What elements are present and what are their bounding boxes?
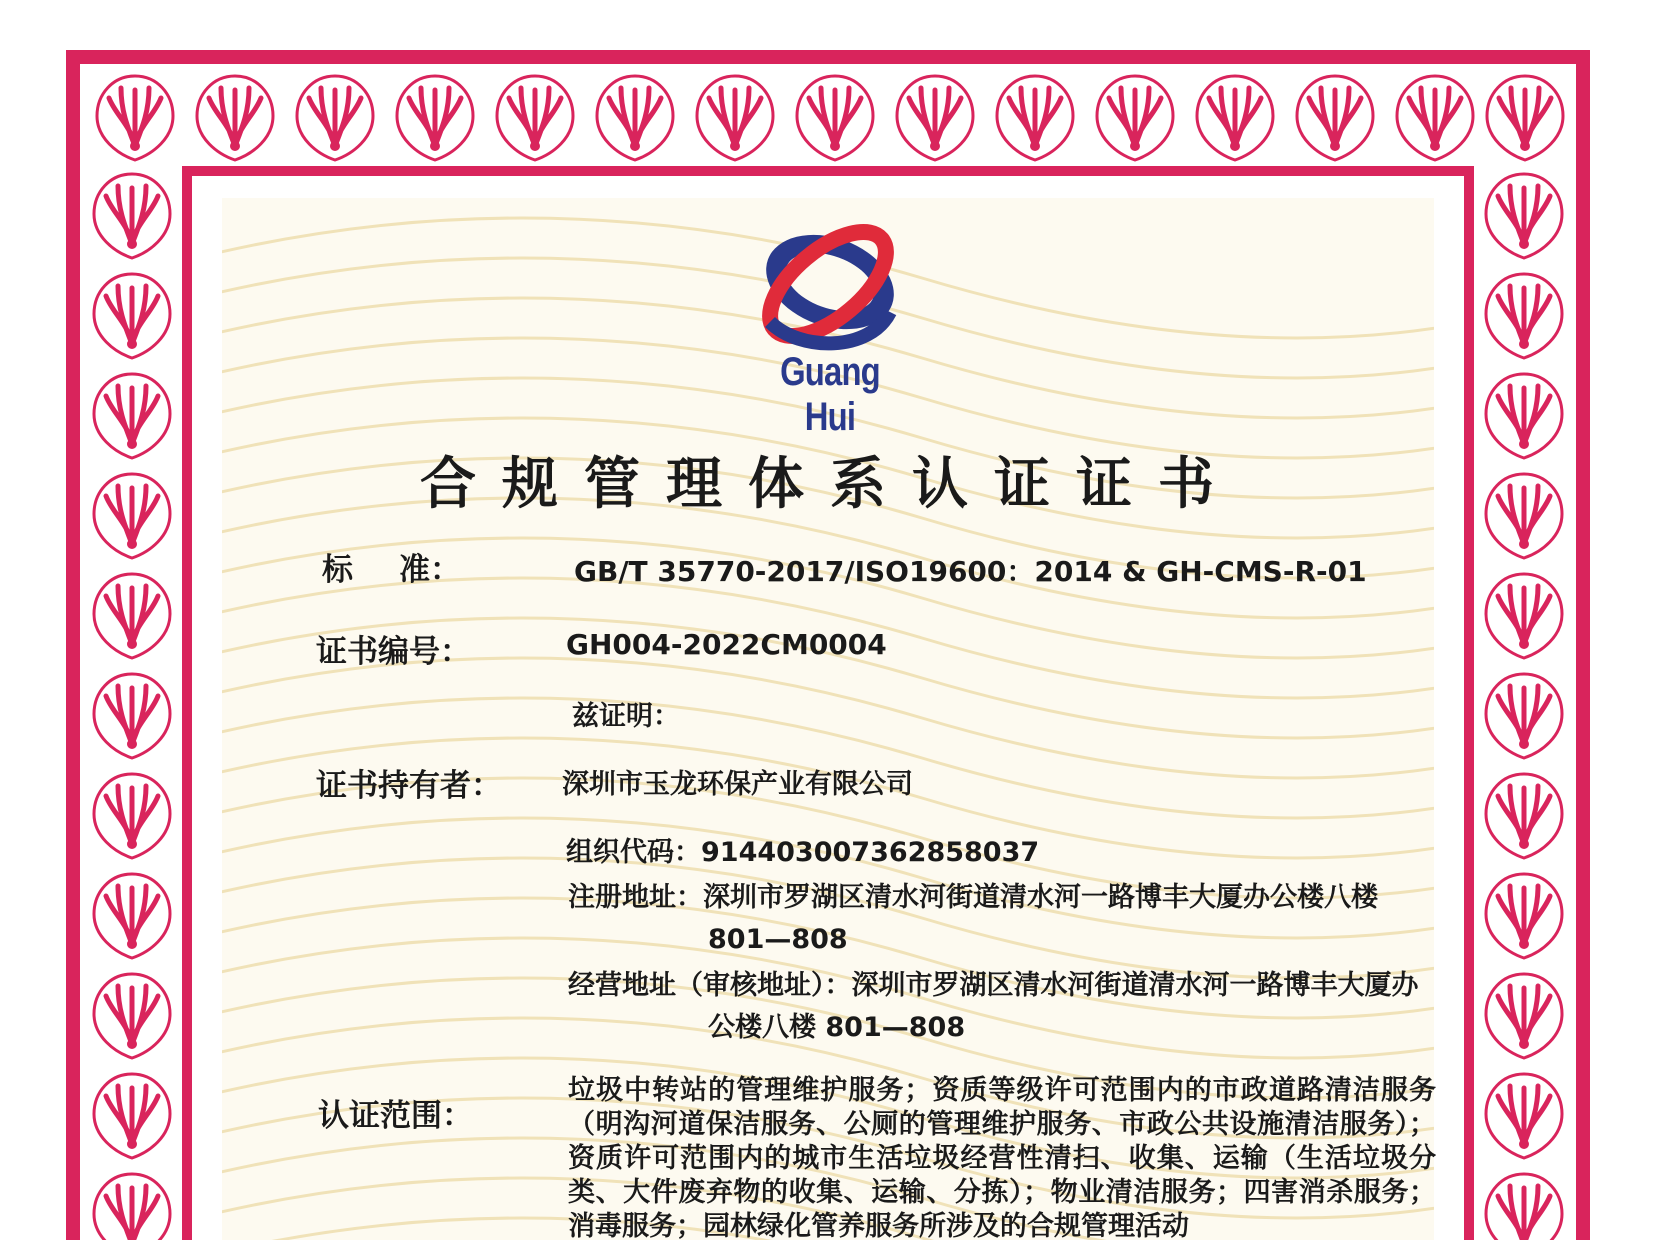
registered-address-line1: 注册地址：深圳市罗湖区清水河街道清水河一路博丰大厦办公楼八楼	[568, 882, 1378, 913]
org-code: 组织代码：914403007362858037	[566, 837, 1040, 868]
logo-text: Guang Hui	[780, 350, 880, 439]
registered-address-line2: 801—808	[708, 924, 848, 955]
certify-text: 兹证明：	[572, 701, 680, 732]
holder-value: 深圳市玉龙环保产业有限公司	[562, 769, 913, 800]
number-label: 证书编号：	[316, 634, 471, 670]
scope-text: 垃圾中转站的管理维护服务；资质等级许可范围内的市政道路清洁服务（明沟河道保洁服务、公厕的管理维护服务、市政公共设施清洁服务）；资质许可范围内的城市生活垃圾经营性清扫、收集、运输（生活垃圾分类、大件废弃物的收集、运输、分拣）；物业清洁服务；四害消杀服务；消毒服务；园林绿化管养服务所涉及的合规管理活动	[568, 1075, 1436, 1240]
holder-label: 证书持有者：	[316, 768, 502, 804]
business-address-line2: 公楼八楼 801—808	[708, 1012, 966, 1043]
business-address-line1: 经营地址（审核地址）：深圳市罗湖区清水河街道清水河一路博丰大厦办	[568, 970, 1419, 1001]
standard-label	[322, 544, 461, 589]
standard-label-part1: 标	[322, 552, 353, 588]
standard-label-part2: 准：	[399, 552, 461, 588]
standard-value: GB/T 35770-2017/ISO19600：2014 & GH-CMS-R-01	[574, 555, 1367, 588]
scope-label: 认证范围：	[318, 1098, 473, 1134]
number-value: GH004-2022CM0004	[566, 628, 887, 661]
certificate-title: 合规管理体系认证证书	[420, 452, 1240, 517]
